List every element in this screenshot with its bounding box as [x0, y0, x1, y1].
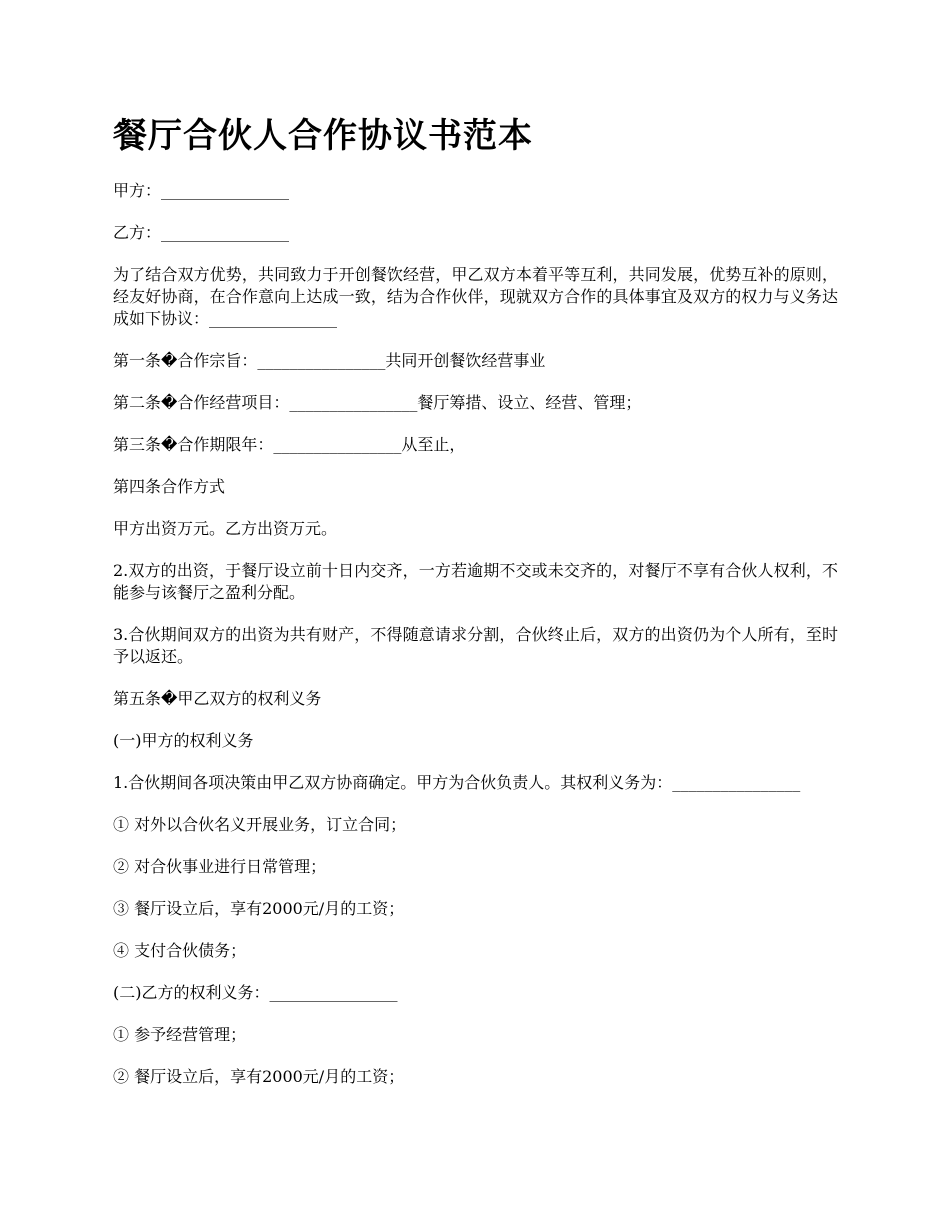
- document-title: 餐厅合伙人合作协议书范本: [113, 116, 533, 156]
- party-b-item-2: ② 餐厅设立后，享有2000元/月的工资；: [113, 1067, 405, 1086]
- article-5-heading: 第五条�甲乙双方的权利义务: [113, 689, 322, 708]
- article-2: 第二条�合作经营项目：________________餐厅筹措、设立、经营、管理；: [113, 393, 642, 412]
- party-b-rights-heading: (二)乙方的权利义务：________________: [113, 983, 398, 1002]
- party-a-item-2: ② 对合伙事业进行日常管理；: [113, 857, 327, 876]
- article-1: 第一条�合作宗旨：________________共同开创餐饮经营事业: [113, 351, 546, 370]
- preamble-paragraph: 为了结合双方优势，共同致力于开创餐饮经营，甲乙双方本着平等互利，共同发展，优势互补的原则，经友好协商，在合作意向上达成一致，结为合作伙伴，现就双方合作的具体事宜及双方的权力与义务达成如下协议：________________: [113, 265, 838, 328]
- contribution-clause-2: 2.双方的出资，于餐厅设立前十日内交齐，一方若逾期不交或未交齐的，对餐厅不享有合伙人权利，不能参与该餐厅之盈利分配。: [113, 561, 838, 602]
- party-b-item-1: ① 参予经营管理；: [113, 1025, 247, 1044]
- document-page: [113, 112, 838, 1108]
- party-a-item-3: ③ 餐厅设立后，享有2000元/月的工资；: [113, 899, 405, 918]
- article-4-heading: 第四条合作方式: [113, 477, 226, 496]
- party-b-line: 乙方：________________: [113, 223, 290, 242]
- party-a-item-4: ④ 支付合伙债务；: [113, 941, 247, 960]
- party-a-line: 甲方：________________: [113, 181, 290, 200]
- party-a-item-1: ① 对外以合伙名义开展业务，订立合同；: [113, 815, 407, 834]
- contribution-clause-3: 3.合伙期间双方的出资为共有财产，不得随意请求分割，合伙终止后，双方的出资仍为个人所有，至时予以返还。: [113, 625, 838, 666]
- article-3: 第三条�合作期限年：________________从至止，: [113, 435, 466, 454]
- party-a-rights-clause-1: 1.合伙期间各项决策由甲乙双方协商确定。甲方为合伙负责人。其权利义务为：________________: [113, 773, 801, 792]
- party-a-rights-heading: (一)甲方的权利义务: [113, 731, 254, 750]
- capital-contribution: 甲方出资万元。乙方出资万元。: [113, 519, 338, 538]
